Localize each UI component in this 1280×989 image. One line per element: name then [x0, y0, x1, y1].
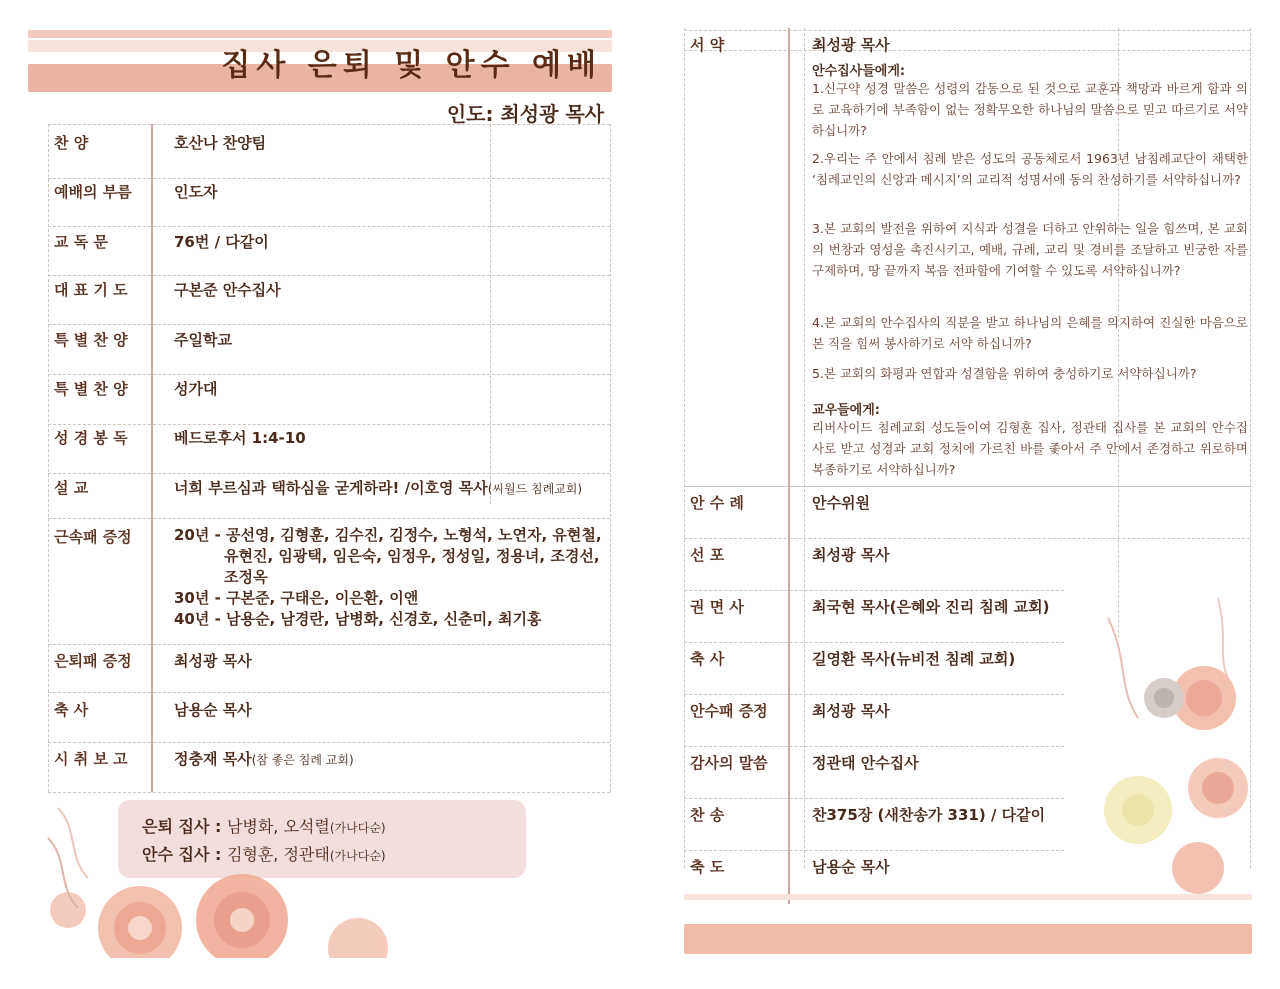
flower-center [1202, 772, 1234, 804]
flower-stem [1108, 618, 1138, 718]
vow-paragraph: 4.본 교회의 안수집사의 직분을 받고 하나님의 은혜를 의지하여 진실한 마음으로 본 직을 힘써 봉사하기로 서약 하십니까? [812, 315, 1248, 351]
band-stripe [28, 30, 612, 38]
row-value: 길영환 목사(뉴비전 침례 교회) [812, 650, 1016, 668]
row-value: 남용순 목사 [812, 858, 890, 876]
row-label: 교 독 문 [54, 233, 108, 251]
vow-heading: 안수집사들에게: [812, 64, 906, 79]
row-label: 선 포 [690, 546, 725, 564]
row-value: 최성광 목사 [174, 652, 252, 670]
row-label: 안 수 례 [690, 494, 744, 512]
row-label: 대 표 기 도 [54, 281, 128, 299]
award-line: 30년 - 구본준, 구태은, 이은환, 이앤 [174, 589, 419, 607]
grid-line [48, 374, 610, 375]
grid-line [610, 124, 611, 792]
row-value: 베드로후서 1:4-10 [174, 429, 306, 447]
leader-text: 인도: 최성광 목사 [446, 102, 604, 126]
band-stripe [684, 924, 1252, 954]
row-label: 근속패 증정 [54, 528, 132, 546]
award-line: 20년 - 공선영, 김형훈, 김수진, 김정수, 노형석, 노연자, 유현철, [174, 526, 602, 544]
row-label: 설 교 [54, 479, 89, 497]
grid-line [48, 518, 610, 519]
grid-line [48, 226, 610, 227]
row-value: 정관태 안수집사 [812, 754, 919, 772]
row-value: 인도자 [174, 183, 218, 201]
row-value: 찬375장 (새찬송가 331) / 다같이 [812, 806, 1046, 824]
footer-band [684, 894, 1252, 960]
retire-line: 은퇴 집사 : 남병화, 오석렬(가나다순) [142, 817, 386, 836]
sermon-value: 너희 부르심과 택하심을 굳게하라! /이호영 목사(씨월드 침례교회) [174, 479, 583, 497]
vow-paragraph: 1.신구약 성경 말씀은 성령의 감동으로 된 것으로 교훈과 책망과 바르게 함과 의로 교육하기에 부족함이 없는 정확무오한 하나님의 말씀으로 믿고 따르기로 서약하십니까? [812, 81, 1248, 138]
flower-petal [328, 918, 388, 958]
service-award-list [174, 525, 602, 630]
grid-line [48, 644, 610, 645]
ordain-line: 안수 집사 : 김형훈, 정관태(가나다순) [142, 845, 386, 864]
award-line: 40년 - 남용순, 남경란, 남병화, 신경호, 신춘미, 최기홍 [174, 610, 542, 628]
grid-line [48, 424, 610, 425]
row-label: 특 별 찬 양 [54, 331, 128, 349]
row-value: 76번 / 다같이 [174, 233, 269, 251]
row-label: 은퇴패 증정 [54, 652, 132, 670]
flower-stem [1218, 598, 1228, 678]
page-title: 집사 은퇴 및 안수 예배 [221, 48, 602, 83]
flower-center [128, 916, 152, 940]
grid-line [48, 742, 610, 743]
row-value: 안수위원 [812, 494, 870, 512]
row-value: 구본준 안수집사 [174, 281, 281, 299]
row-label: 권 면 사 [690, 598, 744, 616]
row-value: 최성광 목사 [812, 702, 890, 720]
grid-line [684, 694, 1064, 695]
grid-line [684, 590, 1064, 591]
left-page [28, 28, 612, 958]
grid-line [48, 792, 610, 793]
grid-line [684, 746, 1064, 747]
vow-paragraph: 3.본 교회의 발전을 위하여 지식과 성결을 더하고 안위하는 일을 힘쓰며, 본 교회의 번창과 영성을 촉진시키고, 예배, 규례, 교리 및 경비를 조달하고 빈궁한 자를 구제하며, 땅 끝까지 복음 전파함에 기여할 수 있도록 서약하십니까? [812, 221, 1248, 278]
grid-line [48, 178, 610, 179]
row-value: 정충재 목사(참 좋은 침례 교회) [174, 750, 354, 768]
row-label: 예배의 부름 [54, 183, 132, 201]
grid-line [684, 642, 1064, 643]
row-value: 남용순 목사 [174, 701, 252, 719]
award-line: 조정옥 [224, 568, 268, 586]
band-stripe [684, 894, 1252, 900]
vow-paragraph: 5.본 교회의 화평과 연합과 성결함을 위하여 충성하기로 서약하십니까? [812, 366, 1197, 381]
vow-heading: 교우들에게: [812, 403, 880, 418]
grid-line [48, 124, 610, 125]
flower-petal [1172, 842, 1224, 894]
flower-decoration [28, 798, 612, 958]
row-label: 시 취 보 고 [54, 750, 128, 768]
row-value: 성가대 [174, 380, 218, 398]
row-value: 최성광 목사 [812, 546, 890, 564]
row-value: 주일학교 [174, 331, 232, 349]
right-page [684, 28, 1252, 960]
row-label: 찬 송 [690, 806, 725, 824]
grid-line [48, 275, 610, 276]
flower-center [1122, 794, 1154, 826]
flower-center [1154, 688, 1174, 708]
flower-bud [50, 892, 86, 928]
row-label: 안수패 증정 [690, 702, 768, 720]
vow-paragraph: 2.우리는 주 안에서 침례 받은 성도의 공동체로서 1963년 남침례교단이 채택한 ‘침례교인의 신앙과 메시지’의 교리적 성명서에 동의 찬성하기를 서약하십니까? [812, 151, 1248, 187]
divider [788, 28, 790, 904]
grid-line [684, 50, 1250, 51]
grid-line [684, 798, 1064, 799]
vow-paragraph: 리버사이드 침례교회 성도들이여 김형훈 집사, 정관태 집사를 본 교회의 안수집사로 받고 성경과 교회 정치에 가르친 바를 좇아서 주 안에서 존경하고 위로하며 복종하기로 서약하십니까? [812, 420, 1248, 477]
grid-line [48, 692, 610, 693]
award-line: 유현진, 임광택, 임은숙, 임정우, 정성일, 정용녀, 조경선, [224, 547, 600, 565]
row-value: 최성광 목사 [812, 36, 890, 54]
row-label: 축 사 [54, 701, 89, 719]
grid-line [684, 28, 685, 868]
row-value: 호산나 찬양팀 [174, 134, 267, 152]
row-label: 감사의 말씀 [690, 754, 768, 772]
row-label: 성 경 봉 독 [54, 429, 128, 447]
row-label: 축 사 [690, 650, 725, 668]
grid-line [48, 473, 610, 474]
grid-line [490, 124, 491, 504]
grid-line [684, 486, 1250, 487]
row-label: 서 약 [690, 36, 725, 54]
row-value: 최국현 목사(은혜와 진리 침례 교회) [812, 598, 1050, 616]
grid-line [804, 28, 805, 868]
row-label: 축 도 [690, 858, 725, 876]
grid-line [48, 324, 610, 325]
flower-center [230, 908, 254, 932]
row-label: 찬 양 [54, 134, 89, 152]
grid-line [684, 850, 1064, 851]
grid-line [684, 538, 1250, 539]
grid-line [684, 30, 1250, 31]
flower-petal [1186, 680, 1222, 716]
flower-decoration [1068, 578, 1252, 898]
row-label: 특 별 찬 양 [54, 380, 128, 398]
